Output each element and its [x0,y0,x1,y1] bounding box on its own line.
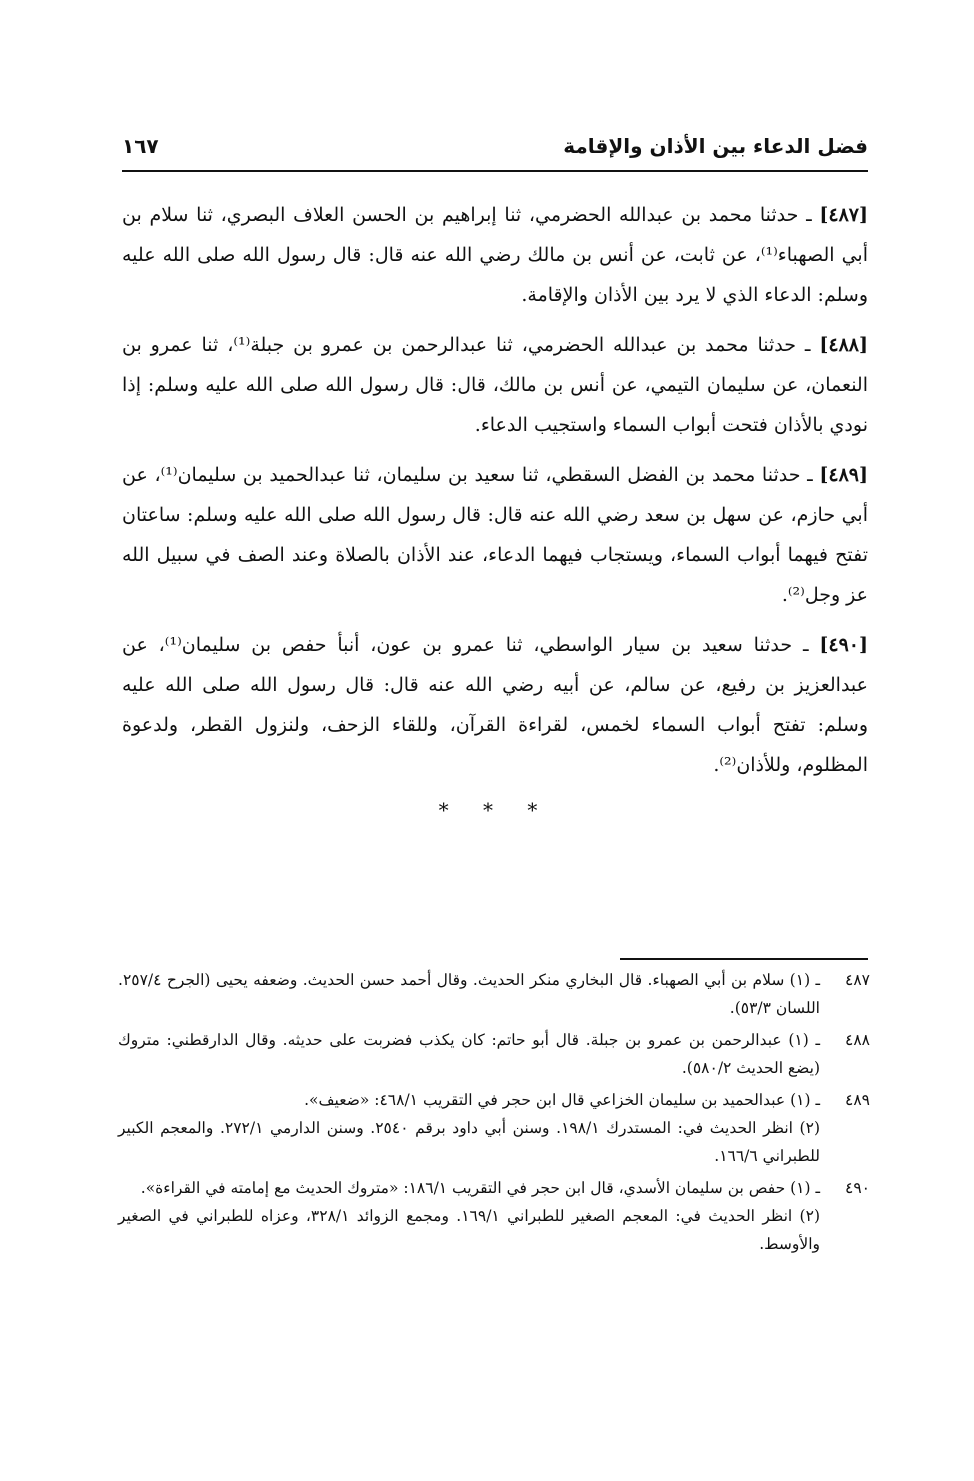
footnote-text: ـ (١) عبدالرحمن بن عمرو بن جبلة. قال أبو حاتم: كان يكذب فضربت على حديثه. وقال الدارقطني: متروك (يضع الحديث ٥٨٠/٢). [118,1031,821,1077]
footnote-ref: ٤٩٠ [845,1179,870,1197]
footnote-group-488 [118,1026,870,1082]
hadith-490 [122,625,868,785]
footnote-text: (٢) انظر الحديث في: المعجم الصغير للطبراني ١٦٩/١. ومجمع الزوائد ٣٢٨/١، وعزاه للطبراني في الصغير والأوسط. [118,1207,820,1253]
hadith-text: ـ حدثنا محمد بن عبدالله الحضرمي، ثنا إبراهيم بن الحسن العلاف البصري، ثنا سلام بن أبي الصهباء⁽¹⁾، عن ثابت، عن أنس بن مالك رضي الله عنه قال: قال رسول الله صلى الله عليه وسلم: الدعاء الذي لا يرد بين الأذان والإقامة. [122,204,868,306]
footnote-divider [620,958,868,960]
footnote-group-489 [118,1086,870,1170]
footnote-group-487 [118,966,870,1022]
footnote-group-490 [118,1174,870,1258]
footnote [118,1086,870,1114]
footnote [118,1114,870,1170]
page-number: ١٦٧ [122,134,159,158]
hadith-number: [٤٩٠] [819,634,868,656]
hadith-number: [٤٨٧] [819,204,868,226]
hadith-text: ـ حدثنا محمد بن الفضل السقطي، ثنا سعيد بن سليمان، ثنا عبدالحميد بن سليمان⁽¹⁾، عن أبي حازم، عن سهل بن سعد رضي الله عنه قال: قال رسول الله صلى الله عليه وسلم: ساعتان تفتح فيهما أبواب السماء، ويستجاب فيهما الدعاء، عند الأذان بالصلاة وعند الصف في سبيل الله عز وجل⁽²⁾. [122,464,868,606]
hadith-487 [122,195,868,315]
footnote-text: ـ (١) عبدالحميد بن سليمان الخزاعي قال ابن حجر في التقريب ٤٦٨/١: «ضعيف». [304,1091,820,1109]
footnote [118,966,870,1022]
footnotes [118,966,870,1262]
hadith-text: ـ حدثنا محمد بن عبدالله الحضرمي، ثنا عبدالرحمن بن عمرو بن جبلة⁽¹⁾، ثنا عمرو بن النعمان، عن سليمان التيمي، عن أنس بن مالك، قال: قال رسول الله صلى الله عليه وسلم: إذا نودي بالأذان فتحت أبواب السماء واستجيب الدعاء. [122,334,868,436]
footnote [118,1202,870,1258]
footnote-text: ـ (١) حفص بن سليمان الأسدي، قال ابن حجر في التقريب ١٨٦/١: «متروك الحديث مع إمامته في القراءة». [140,1179,820,1197]
footnote-text: (٢) انظر الحديث في: المستدرك ١٩٨/١. وسنن أبي داود برقم ٢٥٤٠. وسنن الدارمي ٢٧٢/١. والمعجم الكبير للطبراني ١٦٦/٦. [118,1119,820,1165]
footnote [118,1026,870,1082]
hadith-text: ـ حدثنا سعيد بن سيار الواسطي، ثنا عمرو بن عون، أنبأ حفص بن سليمان⁽¹⁾، عن عبدالعزيز بن رفيع، عن سالم، عن أبيه رضي الله عنه قال: قال رسول الله صلى الله عليه وسلم: تفتح أبواب السماء لخمس، لقراءة القرآن، وللقاء الزحف، ولنزول القطر، ولدعوة المظلوم، وللأذان⁽²⁾. [122,634,868,776]
footnote-ref: ٤٨٧ [845,971,870,989]
footnote-ref: ٤٨٨ [845,1031,870,1049]
footnote-text: ـ (١) سلام بن أبي الصهباء. قال البخاري منكر الحديث. وقال أحمد حسن الحديث. وضعفه يحيى (الجرح ٢٥٧/٤. اللسان ٥٣/٣). [118,971,821,1017]
footnote [118,1174,870,1202]
hadith-489 [122,455,868,615]
main-text [122,195,868,795]
chapter-title: فضل الدعاء بين الأذان والإقامة [563,134,868,158]
footnote-ref: ٤٨٩ [845,1091,870,1109]
hadith-number: [٤٨٨] [819,334,868,356]
hadith-488 [122,325,868,445]
hadith-number: [٤٨٩] [819,464,868,486]
section-separator: * * * [438,798,552,822]
page-header [122,130,868,172]
